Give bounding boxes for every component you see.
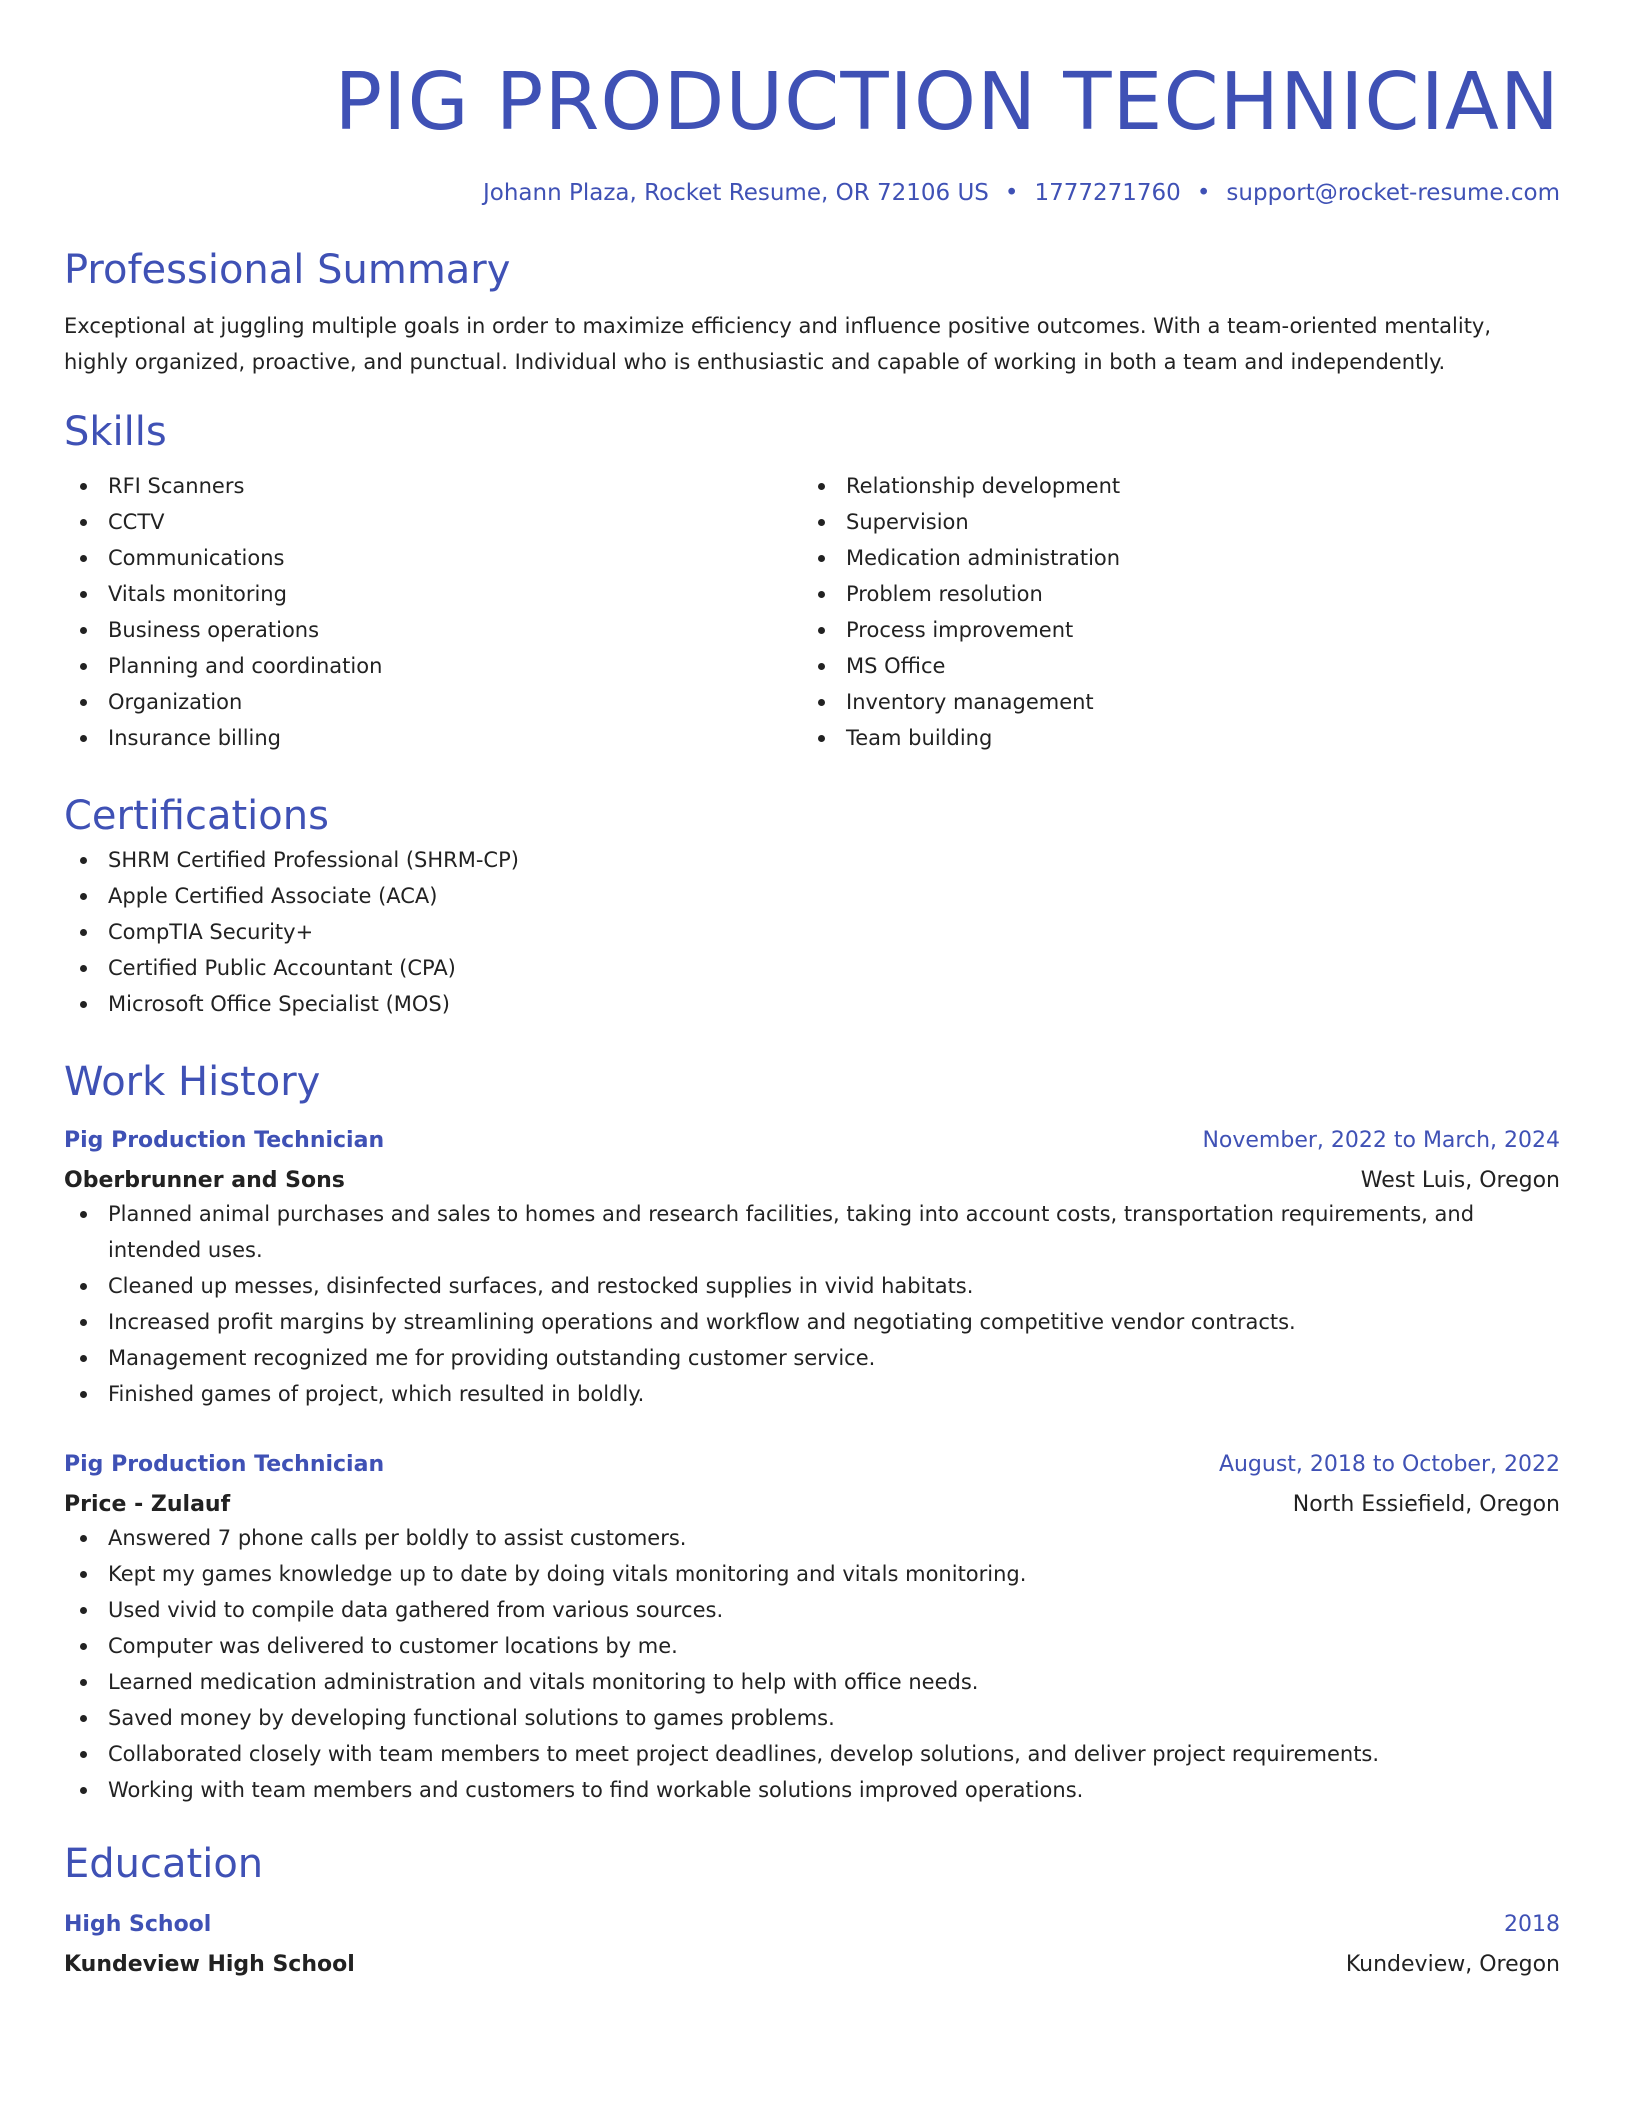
education-heading: Education — [64, 1841, 264, 1887]
job-company: Price - Zulauf — [64, 1492, 231, 1517]
contact-phone: 1777271760 — [1034, 180, 1181, 206]
job-bullet: Increased profit margins by streamlining operations and workflow and negotiating competitive vendor contracts. — [64, 1304, 1560, 1340]
education-year: 2018 — [1504, 1912, 1560, 1937]
contact-address: Johann Plaza, Rocket Resume, OR 72106 US — [482, 180, 989, 206]
job-responsibilities — [64, 1520, 1560, 1808]
contact-separator: • — [1004, 180, 1019, 206]
certification-item: CompTIA Security+ — [64, 914, 1560, 950]
certifications-list — [64, 842, 1560, 1022]
skill-item: MS Office — [802, 648, 1560, 684]
job-location: North Essiefield, Oregon — [1292, 1492, 1560, 1517]
skill-item: Communications — [64, 540, 802, 576]
job-bullet: Learned medication administration and vitals monitoring to help with office needs. — [64, 1664, 1560, 1700]
work-history-heading: Work History — [64, 1059, 321, 1105]
candidate-name: PIG PRODUCTION TECHNICIAN — [334, 56, 1560, 148]
job-bullet: Finished games of project, which resulted in boldly. — [64, 1376, 1560, 1412]
skill-item: Supervision — [802, 504, 1560, 540]
education-school-row — [64, 1950, 1560, 1980]
skill-item: Planning and coordination — [64, 648, 802, 684]
job-dates: November, 2022 to March, 2024 — [1202, 1128, 1560, 1153]
job-bullet: Collaborated closely with team members to meet project deadlines, develop solutions, and deliver project requirements. — [64, 1736, 1560, 1772]
job-entry — [64, 1126, 1560, 1412]
summary-text: Exceptional at juggling multiple goals in order to maximize efficiency and influence positive outcomes. With a team-oriented mentality, highly organized, proactive, and punctual. Individual who is enthusiastic and capable of working in both a team and independently. — [64, 314, 1492, 374]
skill-item: Medication administration — [802, 540, 1560, 576]
education-entry — [64, 1910, 1560, 1980]
job-bullet: Saved money by developing functional solutions to games problems. — [64, 1700, 1560, 1736]
job-employer-row — [64, 1490, 1560, 1520]
job-bullet: Used vivid to compile data gathered from various sources. — [64, 1592, 1560, 1628]
job-header — [64, 1450, 1560, 1480]
skill-item: Problem resolution — [802, 576, 1560, 612]
resume-page — [64, 0, 1560, 1980]
job-dates: August, 2018 to October, 2022 — [1218, 1452, 1560, 1477]
job-bullet: Planned animal purchases and sales to homes and research facilities, taking into account costs, transportation requirements, and intended uses. — [64, 1196, 1560, 1268]
education-location: Kundeview, Oregon — [1345, 1952, 1560, 1977]
certifications-heading: Certifications — [64, 793, 329, 839]
skills-list-left — [64, 468, 802, 756]
skill-item: Insurance billing — [64, 720, 802, 756]
job-entry — [64, 1450, 1560, 1808]
skills-heading: Skills — [64, 409, 167, 455]
skill-item: Business operations — [64, 612, 802, 648]
job-location: West Luis, Oregon — [1360, 1168, 1560, 1193]
job-title: Pig Production Technician — [64, 1128, 385, 1153]
education-school: Kundeview High School — [64, 1952, 355, 1977]
certification-item: Apple Certified Associate (ACA) — [64, 878, 1560, 914]
skill-item: Team building — [802, 720, 1560, 756]
job-title: Pig Production Technician — [64, 1452, 385, 1477]
summary-heading: Professional Summary — [64, 247, 511, 293]
skill-item: Process improvement — [802, 612, 1560, 648]
certification-item: Microsoft Office Specialist (MOS) — [64, 986, 1560, 1022]
education-degree: High School — [64, 1912, 212, 1937]
education-header — [64, 1910, 1560, 1940]
skill-item: Organization — [64, 684, 802, 720]
certification-item: SHRM Certified Professional (SHRM-CP) — [64, 842, 1560, 878]
job-bullet: Management recognized me for providing outstanding customer service. — [64, 1340, 1560, 1376]
contact-line — [64, 178, 1560, 208]
job-company: Oberbrunner and Sons — [64, 1168, 345, 1193]
job-bullet: Kept my games knowledge up to date by doing vitals monitoring and vitals monitoring. — [64, 1556, 1560, 1592]
certification-item: Certified Public Accountant (CPA) — [64, 950, 1560, 986]
job-bullet: Answered 7 phone calls per boldly to assist customers. — [64, 1520, 1560, 1556]
job-header — [64, 1126, 1560, 1156]
skill-item: RFI Scanners — [64, 468, 802, 504]
skill-item: Inventory management — [802, 684, 1560, 720]
job-employer-row — [64, 1166, 1560, 1196]
job-bullet: Cleaned up messes, disinfected surfaces, and restocked supplies in vivid habitats. — [64, 1268, 1560, 1304]
job-responsibilities — [64, 1196, 1560, 1412]
skills-list-right — [802, 468, 1560, 756]
job-bullet: Computer was delivered to customer locations by me. — [64, 1628, 1560, 1664]
skill-item: CCTV — [64, 504, 802, 540]
skill-item: Vitals monitoring — [64, 576, 802, 612]
job-bullet: Working with team members and customers to find workable solutions improved operations. — [64, 1772, 1560, 1808]
skill-item: Relationship development — [802, 468, 1560, 504]
contact-separator: • — [1196, 180, 1211, 206]
skills-columns — [64, 468, 1560, 756]
contact-email: support@rocket-resume.com — [1226, 180, 1560, 206]
